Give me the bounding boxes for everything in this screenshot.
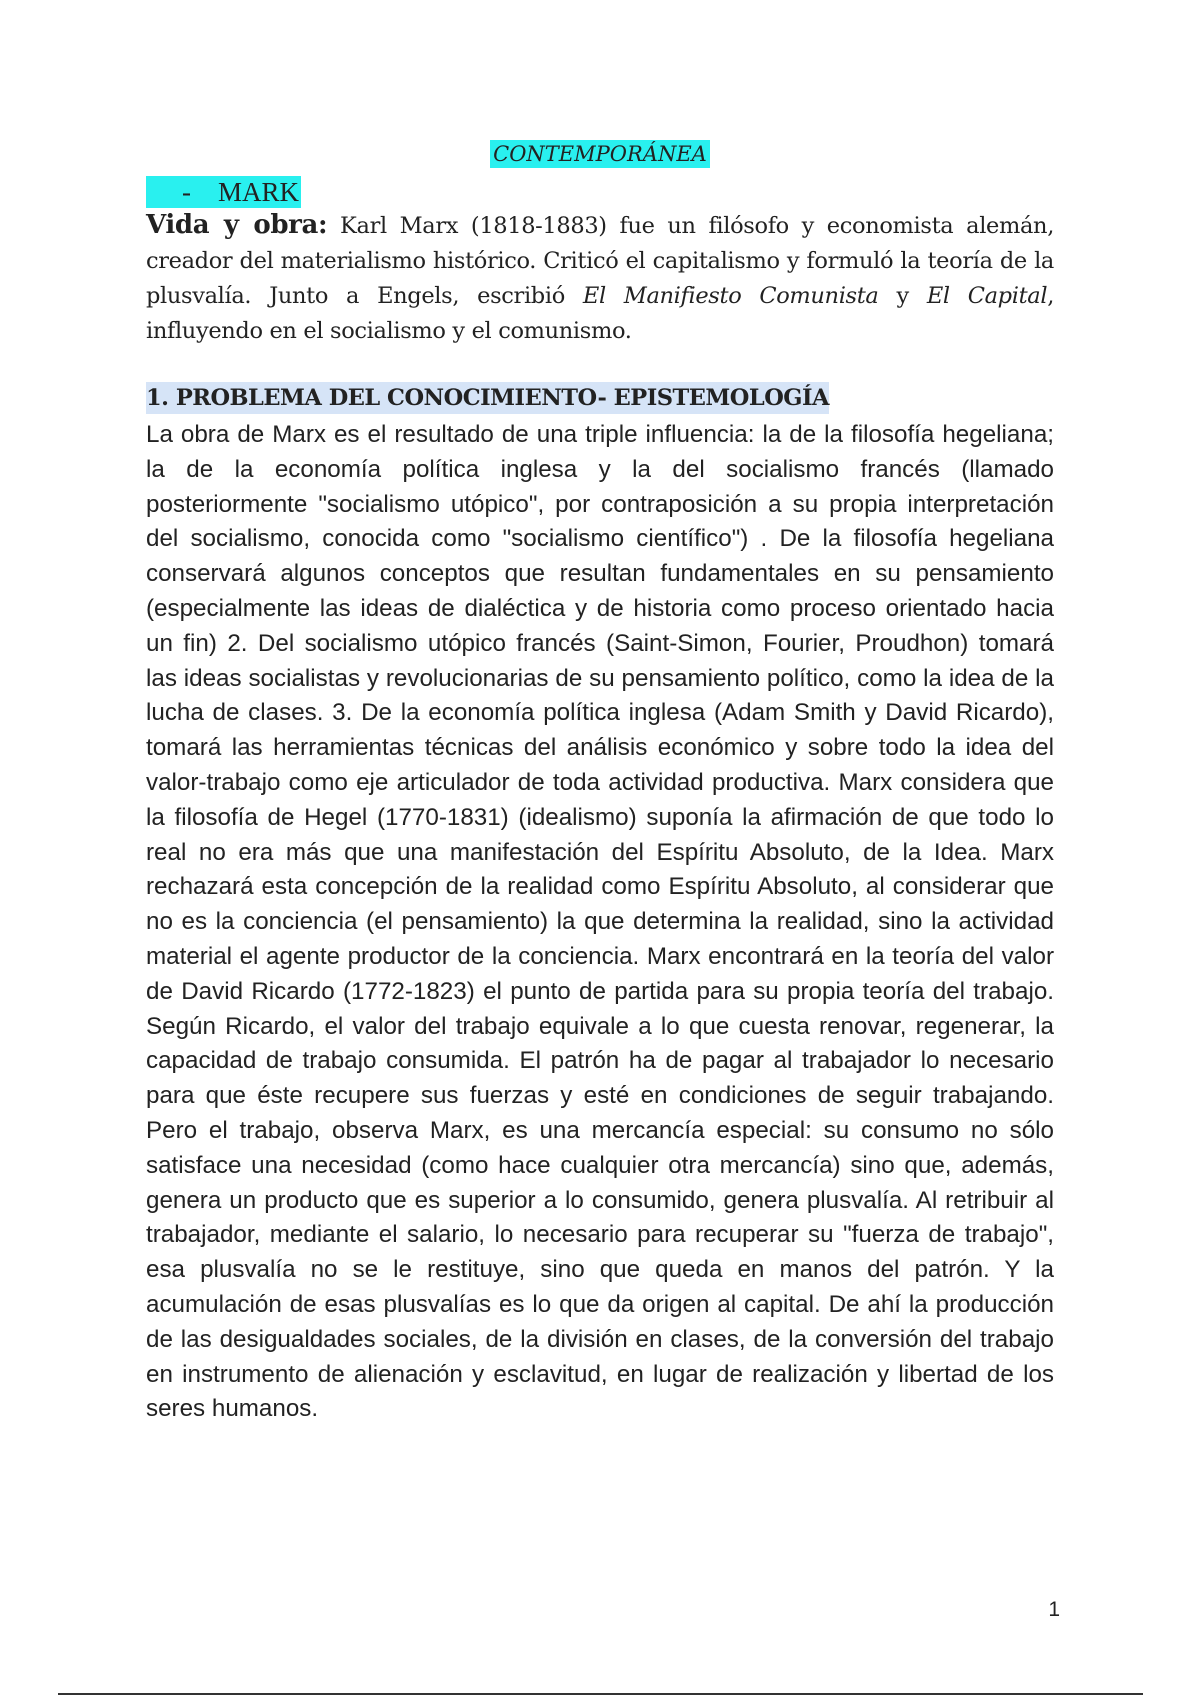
- intro-paragraph: [146, 208, 1054, 349]
- intro-lead: Vida y obra:: [146, 210, 328, 240]
- section-marker-label: MARK: [218, 177, 300, 207]
- work-title-manifiesto: El Manifiesto Comunista: [582, 283, 879, 309]
- section-marker-line: [146, 174, 1054, 208]
- document-title: CONTEMPORÁNEA: [490, 140, 710, 168]
- intro-text-2: y: [878, 283, 927, 309]
- section-heading-line: [146, 382, 1054, 418]
- page-content: [146, 140, 1054, 1427]
- title-line: [146, 140, 1054, 174]
- section-marker: [146, 176, 301, 208]
- section-heading: 1. PROBLEMA DEL CONOCIMIENTO- EPISTEMOLOGÍA: [146, 382, 829, 414]
- work-title-capital: El Capital: [926, 283, 1048, 309]
- page-number: 1: [1048, 1598, 1060, 1621]
- intro-text-3: , influyendo en el socialismo y el comunismo.: [146, 283, 1054, 344]
- section-marker-dash: -: [182, 177, 191, 207]
- bottom-divider: [58, 1693, 1143, 1695]
- body-paragraph: La obra de Marx es el resultado de una triple influencia: la de la filosofía hegeliana; la de la economía política inglesa y la del socialismo francés (llamado posteriormente "socialismo utópico", por contraposición a su propia interpretación del socialismo, conocida como "socialismo científico") . De la filosofía hegeliana conservará algunos conceptos que resultan fundamentales en su pensamiento (especialmente las ideas de dialéctica y de historia como proceso orientado hacia un fin) 2. Del socialismo utópico francés (Saint-Simon, Fourier, Proudhon) tomará las ideas socialistas y revolucionarias de su pensamiento político, como la idea de la lucha de clases. 3. De la economía política inglesa (Adam Smith y David Ricardo), tomará las herramientas técnicas del análisis económico y sobre todo la idea del valor-trabajo como eje articulador de toda actividad productiva. Marx considera que la filosofía de Hegel (1770-1831) (idealismo) suponía la afirmación de que todo lo real no era más que una manifestación del Espíritu Absoluto, de la Idea. Marx rechazará esta concepción de la realidad como Espíritu Absoluto, al considerar que no es la conciencia (el pensamiento) la que determina la realidad, sino la actividad material el agente productor de la conciencia. Marx encontrará en la teoría del valor de David Ricardo (1772-1823) el punto de partida para su propia teoría del trabajo. Según Ricardo, el valor del trabajo equivale a lo que cuesta renovar, regenerar, la capacidad de trabajo consumida. El patrón ha de pagar al trabajador lo necesario para que éste recupere sus fuerzas y esté en condiciones de seguir trabajando. Pero el trabajo, observa Marx, es una mercancía especial: su consumo no sólo satisface una necesidad (como hace cualquier otra mercancía) sino que, además, genera un producto que es superior a lo consumido, genera plusvalía. Al retribuir al trabajador, mediante el salario, lo necesario para recuperar su "fuerza de trabajo", esa plusvalía no se le restituye, sino que queda en manos del patrón. Y la acumulación de esas plusvalías es lo que da origen al capital. De ahí la producción de las desigualdades sociales, de la división en clases, de la conversión del trabajo en instrumento de alienación y esclavitud, en lugar de realización y libertad de los seres humanos.: [146, 421, 1054, 1423]
- intro-text-1: Karl Marx (1818-1883) fue un filósofo y economista alemán, creador del materialismo histórico. Criticó el capitalismo y formuló la teoría de la plusvalía. Junto a Engels, escribió: [146, 213, 1054, 309]
